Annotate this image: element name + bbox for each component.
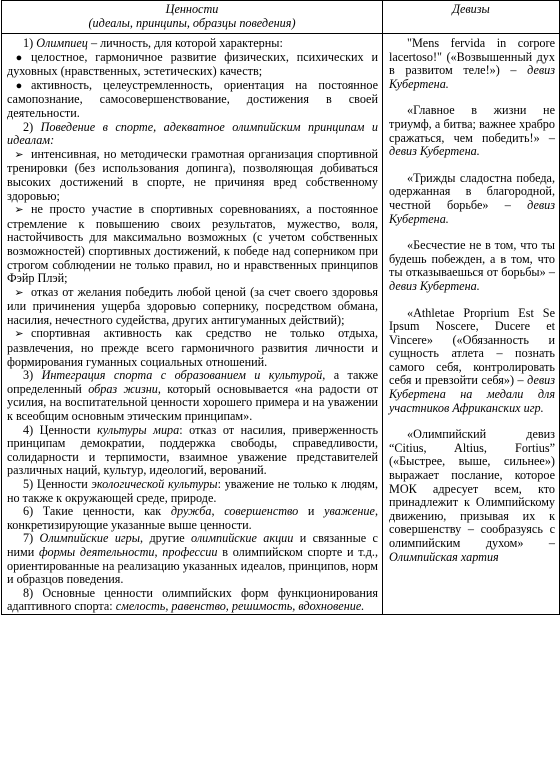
motto-1: "Mens fervida in corpore lacertoso!" («Возвышенный дух в развитом теле!») – девиз Кубертена. [389, 36, 555, 91]
table-body-row [2, 34, 560, 615]
values-cell [2, 34, 383, 615]
arrow-item: ➢ спортивная активность как средство не только отдыха, развлечения, но прежде всего гармоничного развития личности и формирования гуманных социальных отношений. [7, 326, 378, 369]
arrow-item: ➢ отказ от желания победить любой ценой (за счет своего здоровья или причинения ущерба здоровью сопернику, посредством обмана, насилия, нечестного судейства, других антигуманных действий); [7, 284, 378, 327]
mottos-column-header [383, 1, 560, 34]
value-item-6: 6) Такие ценности, как дружба, совершенство и уважение, конкретизирующие указанные выше ценности. [7, 504, 378, 532]
motto-6: «Олимпийский девиз “Citius, Altius, Fortius” («Быстрее, выше, сильнее») выражает послание, которое МОК адресует всем, кто принадлежит к Олимпийскому движению, призывая их к совершенству – сообразуясь с олимпийским духом» – Олимпийская хартия [389, 427, 555, 564]
values-title: Ценности [165, 2, 219, 16]
arrow-item: ➢ интенсивная, но методически грамотная организация спортивной тренировки (без использования допинга), позволяющая добиваться высоких достижений в спорте, не причиняя вред собственному здоровью; [7, 146, 378, 203]
values-mottos-table [1, 0, 560, 615]
value-item-5: 5) Ценности экологической культуры: уважение не только к людям, но также к окружающей среде, природе. [7, 477, 378, 505]
mottos-cell [383, 34, 560, 615]
arrowhead-icon: ➢ [14, 286, 24, 299]
value-item-1: 1) Олимпиец – личность, для которой характерны: [23, 36, 283, 50]
arrowhead-icon: ➢ [14, 204, 24, 217]
bullet-item: ● целостное, гармоничное развитие физических, психических и духовных (нравственных, эстетических) качеств; [7, 49, 378, 79]
arrow-item: ➢ не просто участие в спортивных соревнованиях, а постоянное стремление к повышению своих результатов, мужество, воля, настойчивость для максимально возможных (с учетом собственных возможностей) спортивных достижений, к победе над соперником при строгом соблюдении не только правил, но и нравственных принципов Фэйр Плэй; [7, 202, 378, 286]
value-item-4: 4) Ценности культуры мира: отказ от насилия, приверженность принципам демократии, поддержка свободы, справедливости, солидарности и терпимости, взаимное уважение представителей различных наций, культур, идеологий, верований. [7, 422, 378, 478]
values-subtitle: (идеалы, принципы, образцы поведения) [88, 16, 296, 30]
values-column-header [2, 1, 383, 34]
bullet-icon: ● [15, 79, 23, 92]
value-item-3: 3) Интеграция спорта с образованием и культурой, а также определенный образ жизни, который основывается «на радости от усилия, на воспитательной ценности хорошего примера и на уважении к всеобщим основным этическим принципам». [7, 368, 379, 424]
arrowhead-icon: ➢ [14, 148, 24, 161]
motto-5: «Athletae Proprium Est Se Ipsum Noscere, Ducere et Vincere» («Обязанность и сущность атлета – познать самого себя, контролировать себя и превзойти себя») – девиз Кубертена на медали для участников Африканских игр. [389, 305, 555, 415]
bullet-item: ● активность, целеустремленность, ориентация на постоянное самопознание, самосовершенствование, достижения в своей деятельности. [7, 77, 378, 120]
mottos-title: Девизы [452, 2, 490, 16]
bullet-icon: ● [15, 51, 23, 64]
value-item-8: 8) Основные ценности олимпийских форм функционирования адаптивного спорта: смелость, равенство, решимость, вдохновение. [7, 585, 378, 614]
motto-2: «Главное в жизни не триумф, а битва; важнее храбро сражаться, чем победить!» – девиз Кубертена. [389, 103, 555, 159]
value-item-7: 7) Олимпийские игры, другие олимпийские акции и связанные с ними формы деятельности, профессии в олимпийском спорте и т.д., ориентированные на реализацию указанных идеалов, принципов, норм и образцов поведения. [7, 531, 379, 587]
arrowhead-icon: ➢ [14, 328, 24, 341]
value-item-2: 2) Поведение в спорте, адекватное олимпийским принципам и идеалам: [7, 119, 379, 148]
motto-4: «Бесчестие не в том, что ты будешь побежден, а в том, что ты отказываешься от борьбы» – девиз Кубертена. [389, 238, 555, 293]
table-header-row [2, 1, 560, 34]
motto-3: «Трижды сладостна победа, одержанная в благородной, честной борьбе» – девиз Кубертена. [389, 170, 555, 226]
